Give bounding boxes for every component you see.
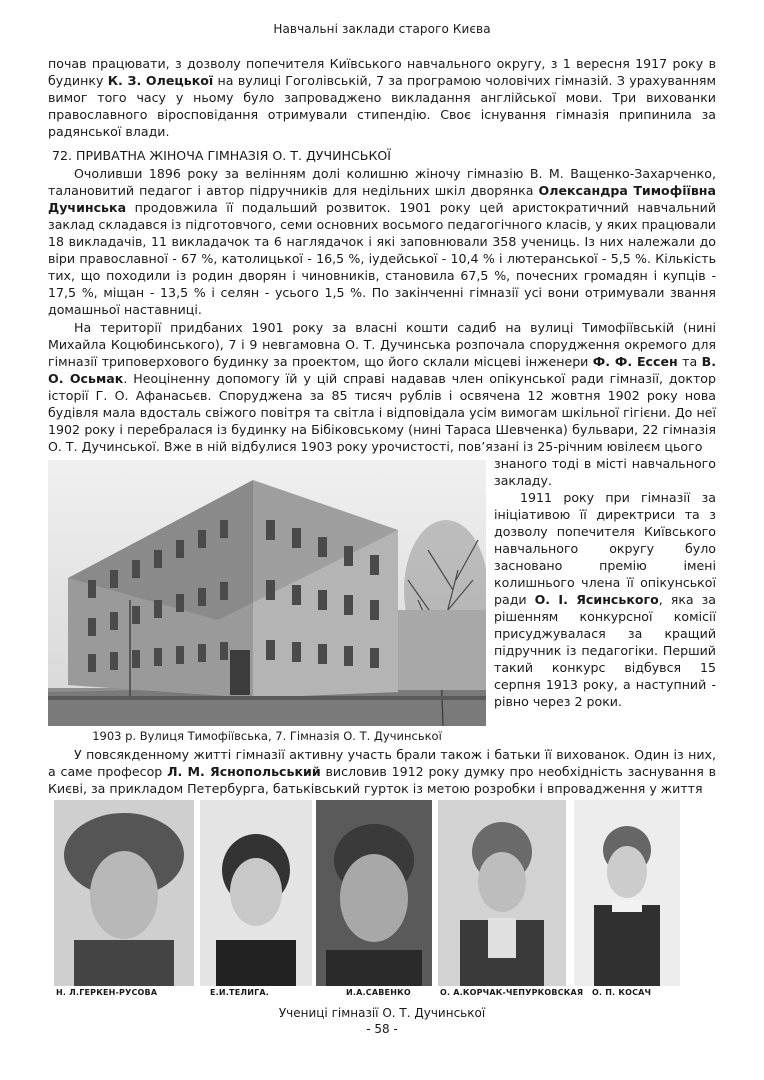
bold-name: О. І. Ясинського	[534, 592, 659, 607]
portrait-photo	[54, 800, 194, 986]
portraits-caption: Учениці гімназії О. Т. Дучинської	[278, 1006, 486, 1020]
portrait-photo	[438, 800, 566, 986]
bold-name: В. О. Осьмак	[48, 354, 717, 386]
paragraph-1	[48, 165, 716, 318]
portrait-photo	[574, 800, 680, 986]
text-run: У повсякденному житті гімназії активну участь брали також і батьки її вихованок. Один із них, а саме професор	[48, 747, 716, 779]
paragraph-2	[48, 319, 716, 455]
portrait-name: О. П. КОСАЧ	[592, 988, 652, 997]
bold-name: Л. М. Яснопольський	[167, 764, 321, 779]
paragraph-2-continuation: знаного тоді в місті навчального закладу.	[494, 456, 716, 488]
intro-paragraph	[48, 55, 716, 140]
text-run: почав працювати, з дозволу попечителя Київського навчального округу, з 1 вересня 1917 року в будинку	[48, 56, 716, 88]
page-number: - 58 -	[366, 1022, 398, 1036]
bold-name: Олександра Тимофіївна Дучинська	[48, 183, 716, 215]
running-header: Навчальні заклади старого Києва	[273, 22, 491, 36]
text-run: , яка за рішенням конкурсної комісії присуджувалася за кращий підручник із педагогіки. Перший такий конкурс відбувся 15 серпня 1913 року, а наступний - рівно через 2 роки.	[494, 592, 717, 709]
paragraph-4	[48, 746, 716, 797]
portrait-name: И.А.САВЕНКО	[346, 988, 411, 997]
gymnasium-building-photo	[48, 460, 486, 726]
portrait-name: О. А.КОРЧАК-ЧЕПУРКОВСКАЯ	[440, 988, 584, 997]
portrait-name: Н. Л.ГЕРКЕН-РУСОВА	[56, 988, 158, 997]
text-run: На території придбаних 1901 року за власні кошти садиб на вулиці Тимофіївській (нині Михайла Коцюбинського), 7 і 9 невгамовна О. Т. Дучинська розпочала спорудження окремого для гімназії триповерхового будинку за проектом, що його склали місцеві інженери	[48, 320, 716, 369]
bold-name: К. З. Олецької	[107, 73, 214, 88]
portrait-photo	[200, 800, 312, 986]
text-run: на вулиці Гоголівській, 7 за програмою чоловічих гімназій. З урахуванням вимог того часу у ньому було запроваджено викладання англійської мови. Три вихованки православного віросповідання отримували стипендію. Своє існування гімназія припинила за радянської влади.	[48, 73, 717, 139]
bold-name: Ф. Ф. Ессен	[592, 354, 678, 369]
portrait-name: Е.И.ТЕЛИГА.	[210, 988, 270, 997]
text-run: продовжила її подальший розвиток. 1901 року цей аристократичний навчальний заклад складався із підготовчого, семи основних восьмого педагогічного класів, у яких працювали 18 викладачів, 11 викладачок та 6 наглядачок і які заповнювали 358 учениць. Із них належали до віри православної - 67 %, католицької - 16,5 %, іудейської - 10,4 % і лютеранської - 5,5 %. Кількість тих, що походили із родин дворян і чиновників, становила 67,5 %, почесних громадян і купців - 17,5 %, міщан - 13,5 % і селян - усього 1,5 %. По закінченні гімназії усі вони отримували звання домашньої наставниці.	[48, 200, 716, 317]
portrait-photo	[316, 800, 432, 986]
text-run: Очоливши 1896 року за велінням долі колишню жіночу гімназію В. М. Ващенко-Захарченко, талановитий педагог і автор підручників для недільних шкіл дворянка	[48, 166, 716, 198]
paragraph-3	[494, 489, 716, 710]
section-heading: 72. ПРИВАТНА ЖІНОЧА ГІМНАЗІЯ О. Т. ДУЧИНСЬКОЇ	[52, 148, 392, 163]
photo-caption: 1903 р. Вулиця Тимофіївська, 7. Гімназія О. Т. Дучинської	[92, 729, 442, 743]
text-run: висловив 1912 року думку про необхідність заснування в Києві, за прикладом Петербурга, батьківський гурток із метою розробки і впровадження у життя	[48, 764, 716, 796]
text-run: та	[677, 354, 702, 369]
text-run: 1911 року при гімназії за ініціативою її директриси та з дозволу попечителя Київського навчального округу було засновано премію імені колишнього члена її опікунської ради	[494, 490, 716, 607]
text-run: . Неоціненну допомогу їй у цій справі надавав член опікунської ради гімназії, доктор історії Г. О. Афанасьєв. Споруджена за 85 тисяч рублів і освячена 12 жовтня 1902 року нова будівля мала вдосталь свіжого повітря та світла і відповідала усім вимогам шкільної гігієни. До неї 1902 року і перебралася із будинку на Бібіковському (нині Тараса Шевченка) бульвари, 22 гімназія О. Т. Дучинської. Вже в ній відбулися 1903 року урочистості, пов’язані із 25-річним ювілеєм цього	[48, 371, 716, 454]
